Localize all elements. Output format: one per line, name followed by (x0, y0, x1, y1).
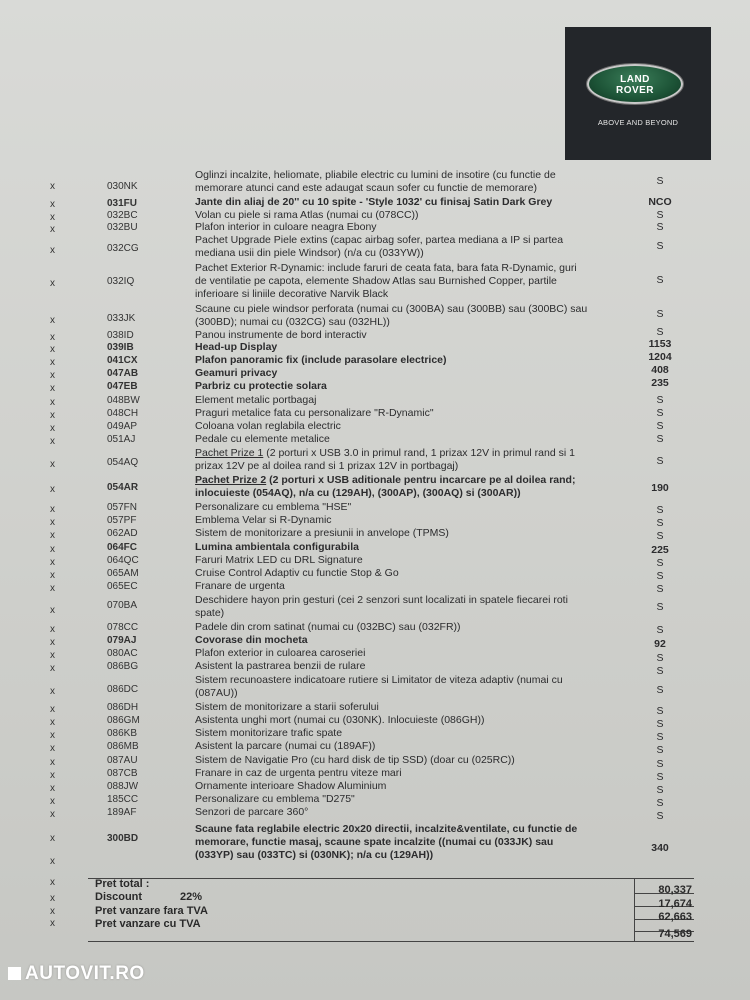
option-price: S (656, 601, 664, 613)
mark: x (50, 570, 55, 581)
option-code: 047AB (107, 368, 139, 379)
fara-tva-label: Pret vanzare fara TVA (95, 905, 208, 917)
mark: x (50, 833, 55, 844)
option-code: 087CB (107, 768, 138, 779)
option-code: 047EB (107, 381, 138, 392)
option-code: 065AM (107, 568, 139, 579)
option-price: S (656, 684, 664, 696)
option-code: 054AQ (107, 457, 139, 468)
option-desc: Emblema Velar si R-Dynamic (195, 514, 332, 526)
option-price: NCO (648, 196, 672, 208)
mark: x (50, 212, 55, 223)
mark: x (50, 650, 55, 661)
option-price: S (656, 308, 664, 320)
option-price: S (656, 583, 664, 595)
mark: x (50, 704, 55, 715)
option-desc: Pachet Exterior R-Dynamic: include faruri de ceata fata, bara fata R-Dynamic, guri de ventilatie pe capota, elemente Shadow Atlas sau Burnished Copper, partile inferioare si liniile decorative Narvik Black (195, 262, 577, 300)
option-desc: Sistem de monitorizare a presiunii in anvelope (TPMS) (195, 527, 449, 539)
option-price: S (656, 557, 664, 569)
option-price: S (656, 771, 664, 783)
mark: x (50, 370, 55, 381)
option-code: 057PF (107, 515, 137, 526)
fara-tva-value: 62,663 (658, 911, 692, 923)
option-code: 086MB (107, 741, 139, 752)
option-desc: Cruise Control Adaptiv cu functie Stop & Go (195, 567, 399, 579)
option-code: 078CC (107, 622, 139, 633)
option-price: S (656, 530, 664, 542)
option-price: S (656, 652, 664, 664)
mark: x (50, 278, 55, 289)
discount-label: Discount (95, 891, 143, 903)
option-price: S (656, 326, 664, 338)
option-price: S (656, 744, 664, 756)
mark: x (50, 332, 55, 343)
option-price: 340 (651, 842, 669, 854)
option-price: S (656, 731, 664, 743)
mark: x (50, 877, 55, 888)
option-price: S (656, 394, 664, 406)
option-desc: Jante din aliaj de 20'' cu 10 spite - 'Style 1032' cu finisaj Satin Dark Grey (195, 196, 553, 208)
option-desc: Element metalic portbagaj (195, 394, 317, 406)
option-desc: Ornamente interioare Shadow Aluminium (195, 780, 387, 792)
option-code: 079AJ (107, 635, 137, 646)
mark: x (50, 410, 55, 421)
option-price: S (656, 705, 664, 717)
option-desc: Asistent la pastrarea benzii de rulare (195, 660, 366, 672)
option-desc: Sistem de monitorizare a starii soferului (195, 701, 379, 713)
mark: x (50, 663, 55, 674)
option-code: 065EC (107, 581, 138, 592)
option-price: S (656, 175, 664, 187)
cu-tva-value: 74,569 (658, 928, 692, 940)
mark: x (50, 583, 55, 594)
option-code: 185CC (107, 794, 139, 805)
option-desc: Plafon interior in culoare neagra Ebony (195, 221, 377, 233)
option-code: 087AU (107, 755, 138, 766)
option-price: S (656, 665, 664, 677)
option-desc: Head-up Display (195, 341, 278, 353)
option-price: S (656, 517, 664, 529)
option-desc-title: Pachet Prize 2 (195, 474, 267, 486)
option-desc: Scaune fata reglabile electric 20x20 directii, incalzite&ventilate, cu functie de memorare, functie masaj, scaune spate incalzite ((numai cu (033JK) sau (033YP) sau (033TC) si (030NK); n/a cu (129AH)) (195, 823, 578, 861)
option-desc: Sistem recunoastere indicatoare rutiere si Limitator de viteza adaptiv (numai cu (087AU)) (195, 674, 563, 699)
option-price: S (656, 810, 664, 822)
mark: x (50, 893, 55, 904)
option-desc: Sistem de Navigatie Pro (cu hard disk de tip SSD) (doar cu (025RC)) (195, 754, 515, 766)
option-code: 088JW (107, 781, 139, 792)
option-price: 408 (651, 364, 669, 376)
option-price: 235 (651, 377, 669, 389)
option-code: 054AR (107, 482, 139, 493)
option-price: 1204 (648, 351, 672, 363)
mark: x (50, 624, 55, 635)
brand-tagline: ABOVE AND BEYOND (597, 118, 679, 127)
mark: x (50, 743, 55, 754)
mark: x (50, 344, 55, 355)
option-code: 039IB (107, 342, 134, 353)
mark: x (50, 605, 55, 616)
option-desc: Oglinzi incalzite, heliomate, pliabile electric cu lumini de insotire (cu functie de memorare atunci cand este adaugat scaun sofer cu functie de memorare) (195, 169, 556, 194)
watermark-text: AUTOVIT.RO (25, 963, 145, 984)
option-code: 033JK (107, 313, 136, 324)
option-desc: Senzori de parcare 360° (195, 806, 309, 818)
option-desc: Pedale cu elemente metalice (195, 433, 330, 445)
mark: x (50, 181, 55, 192)
mark: x (50, 517, 55, 528)
option-price: S (656, 504, 664, 516)
option-desc: Padele din crom satinat (numai cu (032BC) sau (032FR)) (195, 621, 461, 633)
mark: x (50, 906, 55, 917)
option-code: 086GM (107, 715, 140, 726)
option-price: S (656, 758, 664, 770)
mark: x (50, 717, 55, 728)
option-desc-title: Pachet Prize 1 (195, 447, 264, 459)
option-desc: Personalizare cu emblema "HSE" (195, 501, 352, 513)
mark: x (50, 918, 55, 929)
option-code: 189AF (107, 807, 137, 818)
watermark (8, 963, 145, 985)
option-price: S (656, 718, 664, 730)
option-desc-text: (2 porturi x USB 3.0 in primul rand, 1 prizax 12V in primul rand si 1 prizax 12V pe al doilea rand si 1 prizax 12V in portbagaj) (195, 447, 575, 472)
option-price: S (656, 784, 664, 796)
option-desc: Parbriz cu protectie solara (195, 380, 327, 392)
option-desc-text: (2 porturi x USB aditionale pentru incarcare pe al doilea rand; inlocuieste (054AQ), n/a cu (129AH), (300AP), (300AQ) si (300AR)) (195, 474, 576, 499)
option-desc: Personalizare cu emblema "D275" (195, 793, 355, 805)
option-desc: Praguri metalice fata cu personalizare "R-Dynamic" (195, 407, 434, 419)
option-code: 064FC (107, 542, 138, 553)
option-desc: Sistem monitorizare trafic spate (195, 727, 343, 739)
option-price: 1153 (648, 338, 672, 350)
option-code: 064QC (107, 555, 139, 566)
mark: x (50, 199, 55, 210)
option-price: S (656, 455, 664, 467)
option-code: 051AJ (107, 434, 136, 445)
option-code: 080AC (107, 648, 138, 659)
option-price: 92 (654, 638, 666, 650)
option-code: 300BD (107, 833, 139, 844)
mark: x (50, 484, 55, 495)
option-code: 038ID (107, 330, 134, 341)
mark: x (50, 224, 55, 235)
option-code: 086KB (107, 728, 138, 739)
option-code: 086DH (107, 702, 139, 713)
mark: x (50, 530, 55, 541)
option-price: S (656, 274, 664, 286)
mark: x (50, 504, 55, 515)
pret-total-value: 80,337 (658, 884, 692, 896)
option-price: S (656, 433, 664, 445)
pret-total-label: Pret total : (95, 878, 150, 890)
option-price: S (656, 209, 664, 221)
option-code: 086DC (107, 684, 139, 695)
mark: x (50, 315, 55, 326)
mark: x (50, 383, 55, 394)
mark: x (50, 856, 55, 867)
option-price: 190 (651, 482, 669, 494)
option-desc: Asistenta unghi mort (numai cu (030NK). Inlocuieste (086GH)) (195, 714, 485, 726)
option-desc: Coloana volan reglabila electric (195, 420, 341, 432)
option-price: S (656, 221, 664, 233)
mark: x (50, 544, 55, 555)
mark: x (50, 783, 55, 794)
option-desc: Scaune cu piele windsor perforata (numai cu (300BA) sau (300BB) sau (300BC) sau (300BD); numai cu (032CG) sau (032HL)) (195, 303, 588, 328)
option-price: S (656, 407, 664, 419)
option-price: S (656, 570, 664, 582)
option-code: 032BU (107, 222, 138, 233)
mark: x (50, 686, 55, 697)
mark: x (50, 397, 55, 408)
option-price: S (656, 624, 664, 636)
cu-tva-label: Pret vanzare cu TVA (95, 918, 201, 930)
discount-value: 17,674 (658, 898, 692, 910)
option-price: S (656, 240, 664, 252)
option-desc: Deschidere hayon prin gesturi (cei 2 senzori sunt localizati in spatele fiecarei roti spate) (195, 594, 568, 619)
option-desc-text: Pachet Upgrade Piele extins (capac airbag sofer, partea mediana a IP si partea mediana usii din piele Windsor) (n/a cu (033YW)) (195, 234, 564, 259)
option-desc: Geamuri privacy (195, 367, 278, 379)
option-code: 032BC (107, 210, 138, 221)
brand-top: LAND (620, 74, 650, 85)
option-desc: Asistent la parcare (numai cu (189AF)) (195, 740, 376, 752)
mark: x (50, 730, 55, 741)
mark: x (50, 245, 55, 256)
option-code: 031FU (107, 198, 138, 209)
mark: x (50, 557, 55, 568)
mark: x (50, 459, 55, 470)
option-desc: Faruri Matrix LED cu DRL Signature (195, 554, 363, 566)
option-desc: Franare in caz de urgenta pentru viteze mari (195, 767, 402, 779)
option-price: S (656, 797, 664, 809)
option-desc: Franare de urgenta (195, 580, 285, 592)
option-code: 049AP (107, 421, 138, 432)
option-desc: Covorase din mocheta (195, 634, 308, 646)
option-code: 048CH (107, 408, 139, 419)
mark: x (50, 436, 55, 447)
option-desc: Plafon exterior in culoarea caroseriei (195, 647, 366, 659)
mark: x (50, 637, 55, 648)
option-code: 030NK (107, 181, 138, 192)
mark: x (50, 796, 55, 807)
option-code: 070BA (107, 600, 138, 611)
option-price: 225 (651, 544, 669, 556)
option-desc: Panou instrumente de bord interactiv (195, 329, 367, 341)
option-code: 032CG (107, 243, 139, 254)
option-desc: Volan cu piele si rama Atlas (numai cu (078CC)) (195, 209, 419, 221)
option-desc: Plafon panoramic fix (include parasolare electrice) (195, 354, 447, 366)
option-code: 057FN (107, 502, 138, 513)
mark: x (50, 357, 55, 368)
option-code: 048BW (107, 395, 140, 406)
option-desc: Lumina ambientala configurabila (195, 541, 359, 553)
option-code: 062AD (107, 528, 138, 539)
watermark-logo-icon (8, 967, 21, 980)
option-price: S (656, 420, 664, 432)
mark: x (50, 423, 55, 434)
option-code: 032IQ (107, 276, 135, 287)
discount-percent: 22% (180, 891, 203, 903)
brand-bottom: ROVER (615, 85, 655, 96)
mark: x (50, 770, 55, 781)
option-code: 086BG (107, 661, 139, 672)
option-code: 041CX (107, 355, 138, 366)
mark: x (50, 757, 55, 768)
mark: x (50, 809, 55, 820)
